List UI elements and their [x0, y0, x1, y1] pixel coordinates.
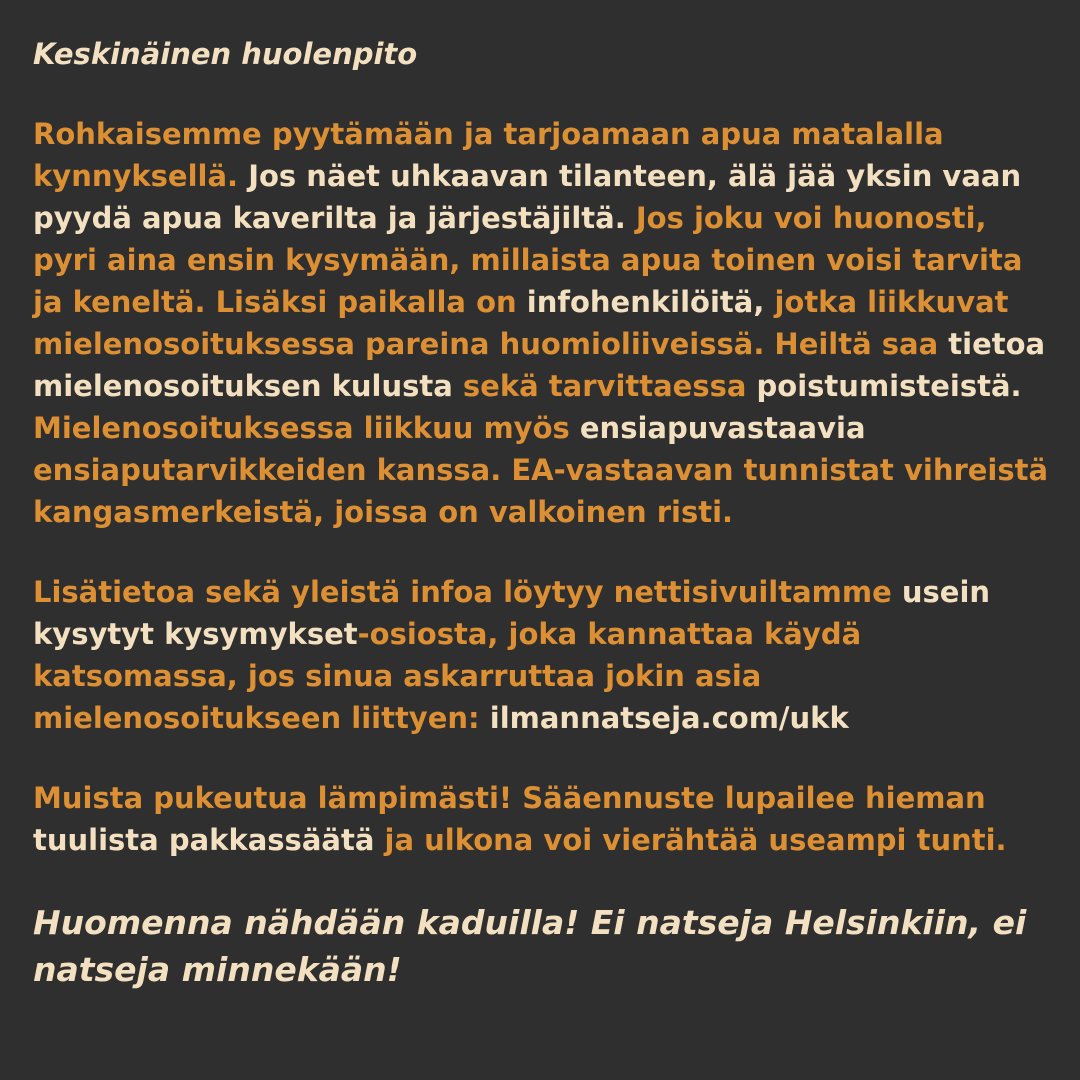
p1-sentence-9: poistumisteistä. [756, 369, 1022, 403]
p3-sentence-1: Muista pukeutua lämpimästi! Sääennuste lupailee hieman [33, 781, 986, 815]
paragraph-more-info [33, 571, 1050, 739]
p1-sentence-6: mielenosoituksessa pareina huomioliiveissä. Heiltä saa [33, 327, 939, 361]
p3-sentence-3: ja ulkona voi vierähtää useampi tunti. [384, 823, 1007, 857]
p1-sentence-1: Rohkaisemme pyytämään ja tarjoamaan apua matalalla kynnyksellä. [33, 117, 944, 193]
post-heading: Keskinäinen huolenpito [33, 37, 418, 71]
paragraph-weather [33, 777, 1050, 861]
p1-sentence-10: Mielenosoituksessa liikkuu myös [33, 411, 570, 445]
p1-sentence-8: sekä tarvittaessa [462, 369, 747, 403]
p1-info-persons: infohenkilöitä, [526, 285, 765, 319]
paragraph-mutual-care [33, 113, 1050, 533]
p3-weather: tuulista pakkassäätä [33, 823, 375, 857]
p2-sentence-1: Lisätietoa sekä yleistä infoa löytyy nettisivuiltamme [33, 575, 892, 609]
closing-slogan: Huomenna nähdään kaduilla! Ei natseja Helsinkiin, ei natseja minnekään! [33, 903, 1027, 989]
p1-sentence-2: Jos näet uhkaavan tilanteen, älä jää yksin vaan pyydä apua kaverilta ja järjestäjiltä. [33, 159, 1022, 235]
p1-sentence-5: jotka liikkuvat [774, 285, 1009, 319]
faq-link[interactable]: ilmannatseja.com/ukk [489, 701, 849, 735]
p1-sentence-12: ensiaputarvikkeiden kanssa. EA-vastaavan tunnistat vihreistä kangasmerkeistä, joissa on valkoinen risti. [33, 453, 1049, 529]
p1-sentence-3: Jos joku voi huonosti, pyri aina ensin kysymään, millaista apua toinen voisi tarvita ja keneltä. Lisäksi paikalla on [33, 201, 1023, 319]
p1-first-aid: ensiapuvastaavia [579, 411, 866, 445]
p1-sentence-7: tietoa mielenosoituksen kulusta [33, 327, 1046, 403]
p2-sentence-3: -osiosta, joka kannattaa käydä katsomassa, jos sinua askarruttaa jokin asia mielenosoitukseen liittyen: [33, 617, 862, 735]
p2-faq-label: usein kysytyt kysymykset [33, 575, 991, 651]
